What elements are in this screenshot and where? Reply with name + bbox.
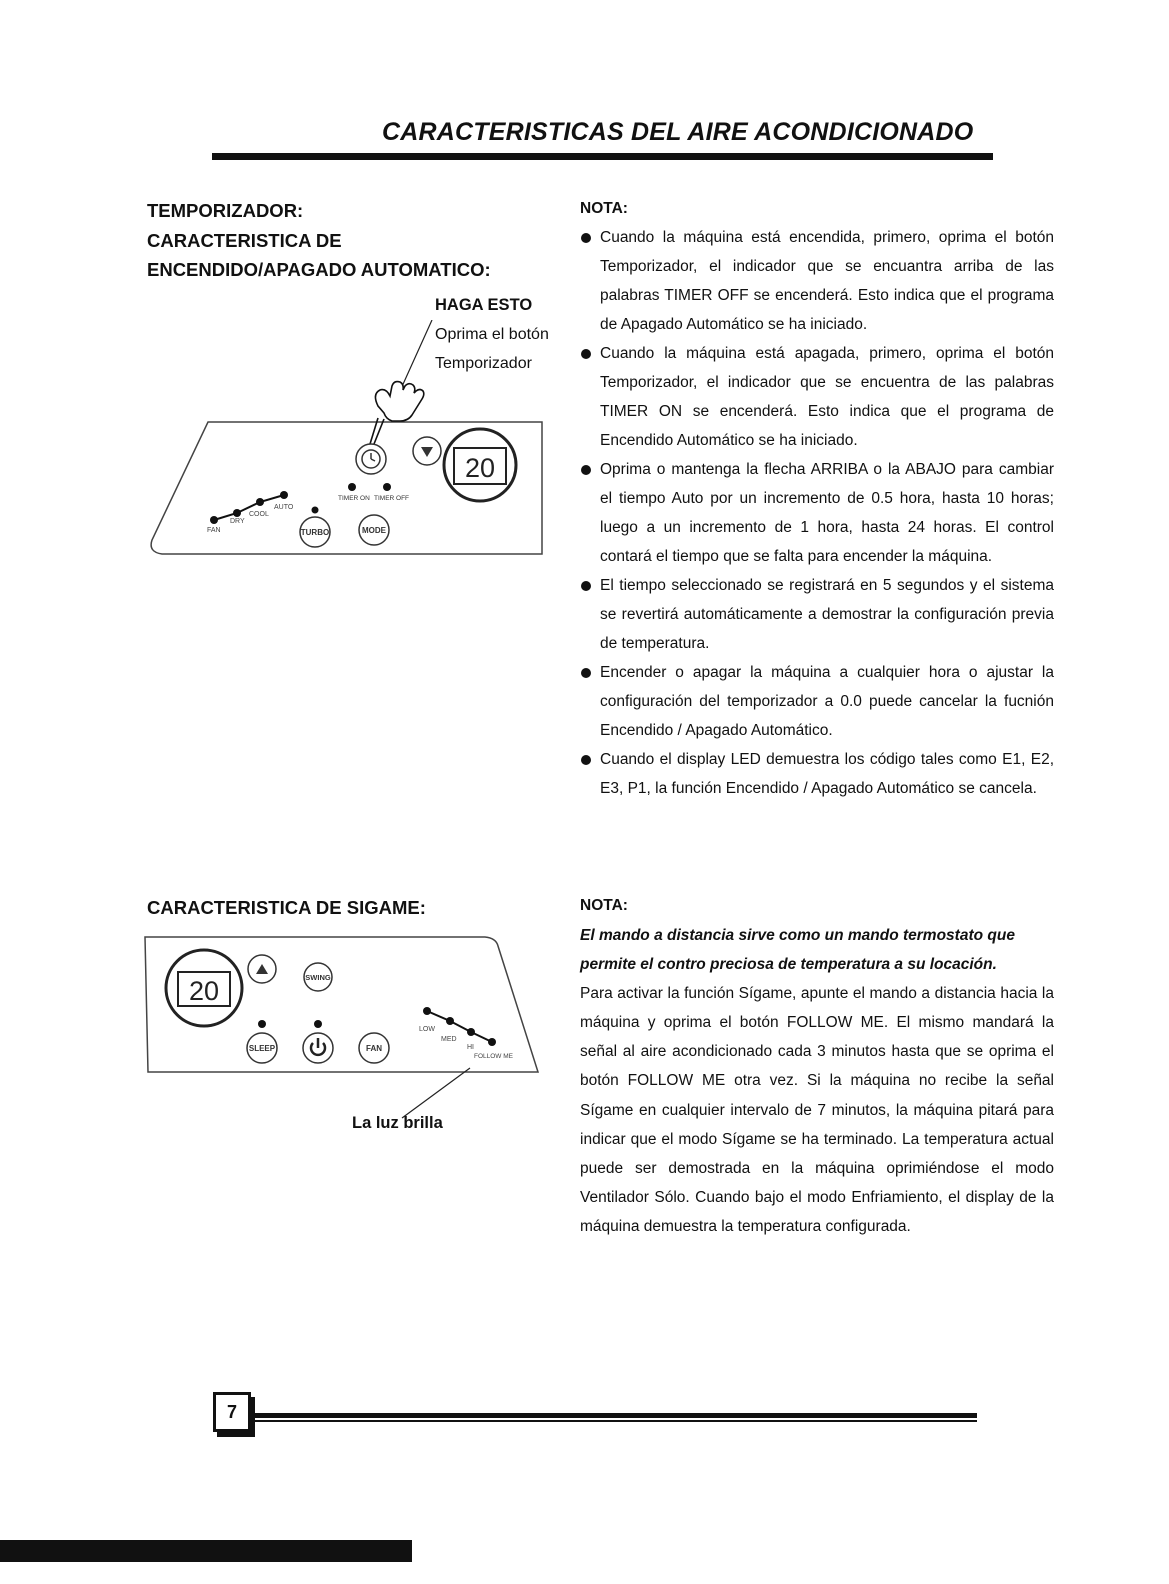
speed-label-hi: HI: [467, 1044, 474, 1051]
footer-rule: [255, 1413, 977, 1418]
display-value: 20: [464, 453, 496, 483]
follow-me-heading: CARACTERISTICA DE SIGAME:: [147, 897, 426, 918]
turbo-button-label: TURBO: [300, 528, 330, 537]
mode-label-auto: AUTO: [274, 504, 294, 511]
speed-label-med: MED: [441, 1036, 457, 1043]
timer-heading-line: ENCENDIDO/APAGADO AUTOMATICO:: [147, 259, 491, 280]
scan-edge-strip: [0, 1540, 412, 1562]
mode-button[interactable]: [359, 515, 389, 545]
sleep-led: [258, 1020, 266, 1028]
speed-led: [446, 1017, 454, 1025]
mode-label-fan: FAN: [207, 527, 221, 534]
turbo-led: [312, 507, 319, 514]
page-title: CARACTERISTICAS DEL AIRE ACONDICIONADO: [382, 118, 974, 146]
temperature-display: [166, 950, 242, 1026]
swing-button-label: SWING: [305, 973, 331, 982]
timer-note-title: NOTA:: [580, 200, 628, 217]
display-value: 20: [188, 976, 220, 1006]
turbo-button[interactable]: [300, 517, 330, 547]
list-item: Encender o apagar la máquina a cualquier hora o ajustar la configuración del temporizador a 0.0 puede cancelar la fucnión Encendido / Apagado Automático.: [580, 658, 1054, 745]
timer-off-label: TIMER OFF: [374, 495, 410, 502]
pointing-hand-icon: [370, 382, 424, 445]
mode-led: [210, 516, 218, 524]
sleep-button-label: SLEEP: [248, 1044, 276, 1053]
header-rule: [212, 153, 993, 160]
mode-led: [233, 509, 241, 517]
speed-led: [467, 1028, 475, 1036]
timer-off-led: [383, 483, 391, 491]
timer-button[interactable]: [356, 444, 386, 474]
swing-button[interactable]: [304, 963, 332, 991]
timer-notes-list: [580, 223, 1054, 803]
emphasis-line: El mando a distancia sirve como un mando termostato que: [580, 927, 1015, 944]
follow-note-title: NOTA:: [580, 897, 628, 914]
mode-led: [256, 498, 264, 506]
mode-label-dry: DRY: [230, 518, 245, 525]
list-item: Cuando la máquina está encendida, primero, oprima el botón Temporizador, el indicador que se encuantra arriba de las palabras TIMER OFF se encenderá. Esto indica que el programa de Apagado Automático se ha iniciado.: [580, 223, 1054, 339]
power-led: [314, 1020, 322, 1028]
speed-label-low: LOW: [419, 1026, 435, 1033]
power-button[interactable]: [303, 1033, 333, 1063]
timer-heading: [147, 196, 491, 285]
timer-heading-line: CARACTERISTICA DE: [147, 229, 342, 251]
down-arrow-button[interactable]: [413, 437, 441, 465]
list-item: Cuando la máquina está apagada, primero, oprima el botón Temporizador, el indicador que se encuentra de las palabras TIMER ON se encenderá. Esto indica que el programa de Encendido Automático se ha iniciado.: [580, 339, 1054, 455]
follow-me-led: [488, 1038, 496, 1046]
mode-led: [280, 491, 288, 499]
follow-note-text: [580, 921, 1054, 1241]
fan-button[interactable]: [359, 1033, 389, 1063]
speed-label-follow-me: FOLLOW ME: [474, 1053, 514, 1060]
light-caption: La luz brilla: [352, 1114, 443, 1132]
list-item: Oprima o mantenga la flecha ARRIBA o la ABAJO para cambiar el tiempo Auto por un incremento de 0.5 hora, hasta 10 horas; luego a un incremento de 1 hora, hasta 24 horas. El control contará el tiempo que se falta para encender la máquina.: [580, 455, 1054, 571]
follow-me-control-panel: [140, 932, 550, 1142]
mode-button-label: MODE: [362, 526, 386, 535]
instruction-line: Temporizador: [435, 355, 532, 372]
timer-heading-line: TEMPORIZADOR:: [147, 200, 304, 221]
footer-rule-thin: [255, 1420, 977, 1422]
timer-control-panel: [140, 320, 560, 565]
timer-on-label: TIMER ON: [338, 495, 370, 502]
do-this-label: HAGA ESTO: [435, 296, 533, 314]
follow-note-body: Para activar la función Sígame, apunte el mando a distancia hacia la máquina y oprima el botón FOLLOW ME. El mismo mandará la señal al aire acondicionado cada 3 minutos hasta que se oprima el botón FOLLOW ME otra vez. Si la máquina no recibe la señal Sígame en cualquier intervalo de 7 minutos, la máquina pitará para indicar que el modo Sígame se ha terminado. La temperatura actual puede ser demostrada en la máquina oprimiéndose el modo Ventilador Sólo. Cuando bajo el modo Enfriamiento, el display de la máquina demuestra la temperatura configurada.: [580, 985, 1054, 1235]
temperature-display: [444, 429, 516, 501]
timer-on-led: [348, 483, 356, 491]
emphasis-line: permite el contro preciosa de temperatura a su locación.: [580, 956, 997, 974]
mode-label-cool: COOL: [249, 511, 269, 518]
page-number: 7: [213, 1392, 251, 1432]
sleep-button[interactable]: [247, 1033, 277, 1063]
instruction-line: Oprima el botón: [435, 326, 549, 343]
fan-button-label: FAN: [366, 1044, 382, 1053]
list-item: El tiempo seleccionado se registrará en 5 segundos y el sistema se revertirá automáticamente a demostrar la configuración previa de temperatura.: [580, 571, 1054, 658]
up-arrow-button[interactable]: [248, 955, 276, 983]
list-item: Cuando el display LED demuestra los código tales como E1, E2, E3, P1, la función Encendido / Apagado Automático se cancela.: [580, 745, 1054, 803]
speed-led: [423, 1007, 431, 1015]
